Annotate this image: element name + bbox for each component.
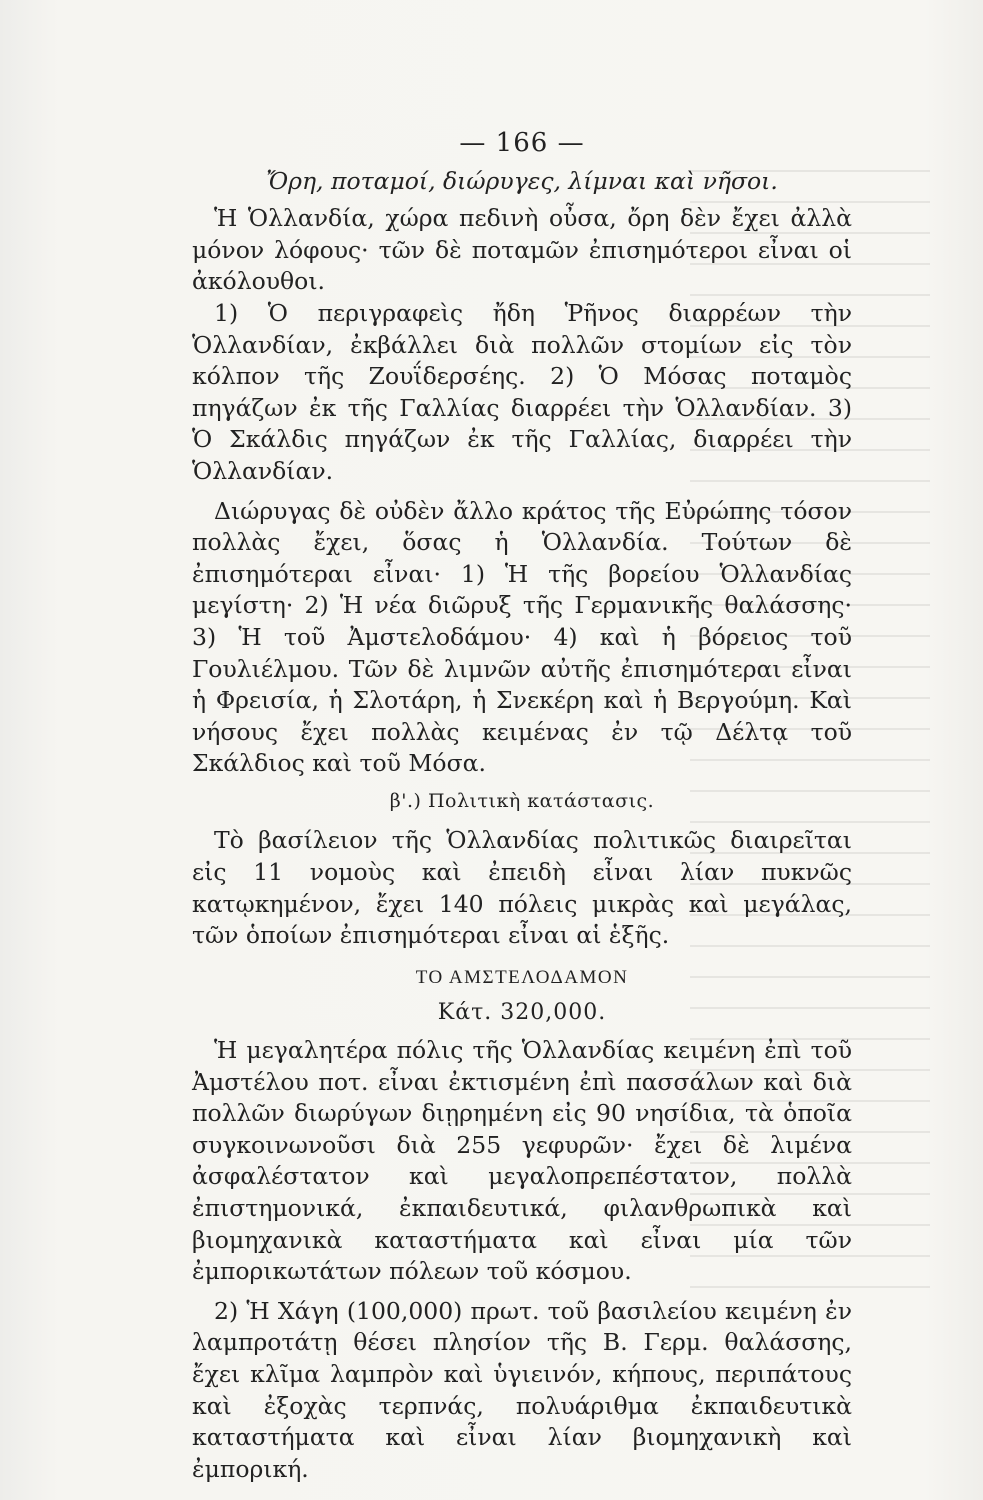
city-title-amsterdam: ΤΟ ΑΜΣΤΕΛΟΔΑΜΟΝ [415, 966, 629, 988]
paragraph-amsterdam: Ἡ μεγαλητέρα πόλις τῆς Ὁλλανδίας κειμένη ἐπὶ τοῦ Ἀμστέλου ποτ. εἶναι ἐκτισμένη ἐπὶ πασσάλων καὶ διὰ πολλῶν διωρύγων διῃρημένη εἰς 90 νησίδια, τὰ ὁποῖα συγκοινωνοῦσι διὰ 255 γεφυρῶν· ἔχει δὲ λιμένα ἀσφαλέστατον καὶ μεγαλοπρεπέστατον, πολλὰ ἐπιστημονικά, ἐκπαιδευτικά, φιλανθρωπικὰ καὶ βιομηχανικὰ καταστήματα καὶ εἶναι μία τῶν ἐμπορικωτάτων πόλεων τοῦ κόσμου. [192, 1036, 852, 1286]
page-number: — 166 — [459, 128, 585, 158]
city-population-amsterdam: Κάτ. 320,000. [437, 1000, 607, 1026]
subheading-political: β'.) Πολιτικὴ κατάστασις. [389, 789, 655, 812]
paragraph-mountains: Ἡ Ὁλλανδία, χώρα πεδινὴ οὖσα, ὄρη δὲν ἔχει ἀλλὰ μόνον λόφους· τῶν δὲ ποταμῶν ἐπισημότεροι εἶναι οἱ ἀκόλουθοι. [192, 204, 852, 296]
paragraph-rivers: 1) Ὁ περιγραφεὶς ἤδη Ῥῆνος διαρρέων τὴν Ὁλλανδίαν, ἐκβάλλει διὰ πολλῶν στομίων εἰς τὸν κόλπον τῆς Ζουΐδερσέης. 2) Ὁ Μόσας ποταμὸς πηγάζων ἐκ τῆς Γαλλίας διαρρέει τὴν Ὁλλανδίαν. 3) Ὁ Σκάλδις πηγάζων ἐκ τῆς Γαλλίας, διαρρέει τὴν Ὁλλανδίαν. [192, 298, 852, 485]
section-title: Ὄρη, ποταμοί, διώρυγες, λίμναι καὶ νῆσοι. [266, 166, 778, 195]
paragraph-political: Τὸ βασίλειον τῆς Ὁλλανδίας πολιτικῶς διαιρεῖται εἰς 11 νομοὺς καὶ ἐπειδὴ εἶναι λίαν πυκνῶς κατῳκημένον, ἔχει 140 πόλεις μικρὰς καὶ μεγάλας, τῶν ὁποίων ἐπισημότεραι εἶναι αἱ ἑξῆς. [192, 826, 852, 950]
paragraph-canals-lakes: Διώρυγας δὲ οὐδὲν ἄλλο κράτος τῆς Εὐρώπης τόσον πολλὰς ἔχει, ὅσας ἡ Ὁλλανδία. Τούτων δὲ ἐπισημότεραι εἶναι· 1) Ἡ τῆς βορείου Ὁλλανδίας μεγίστη· 2) Ἡ νέα διῶρυξ τῆς Γερμανικῆς θαλάσσης· 3) Ἡ τοῦ Ἀμστελοδάμου· 4) καὶ ἡ βόρειος τοῦ Γουλιέλμου. Τῶν δὲ λιμνῶν αὐτῆς ἐπισημότεραι εἶναι ἡ Φρεισία, ἡ Σλοτάρη, ἡ Σνεκέρη καὶ ἡ Βεργούμη. Καὶ νήσους ἔχει πολλὰς κειμένας ἐν τῷ Δέλτᾳ τοῦ Σκάλδιος καὶ τοῦ Μόσα. [192, 496, 852, 778]
page-text [192, 128, 852, 1485]
paragraph-hague: 2) Ἡ Χάγη (100,000) πρωτ. τοῦ βασιλείου κειμένη ἐν λαμπροτάτῃ θέσει πλησίον τῆς Β. Γερμ. θαλάσσης, ἔχει κλῖμα λαμπρὸν καὶ ὑγιεινόν, κήπους, περιπάτους καὶ ἐξοχὰς τερπνάς, πολυάριθμα ἐκπαιδευτικὰ καταστήματα καὶ εἶναι λίαν βιομηχανικὴ καὶ ἐμπορική. [192, 1296, 852, 1483]
